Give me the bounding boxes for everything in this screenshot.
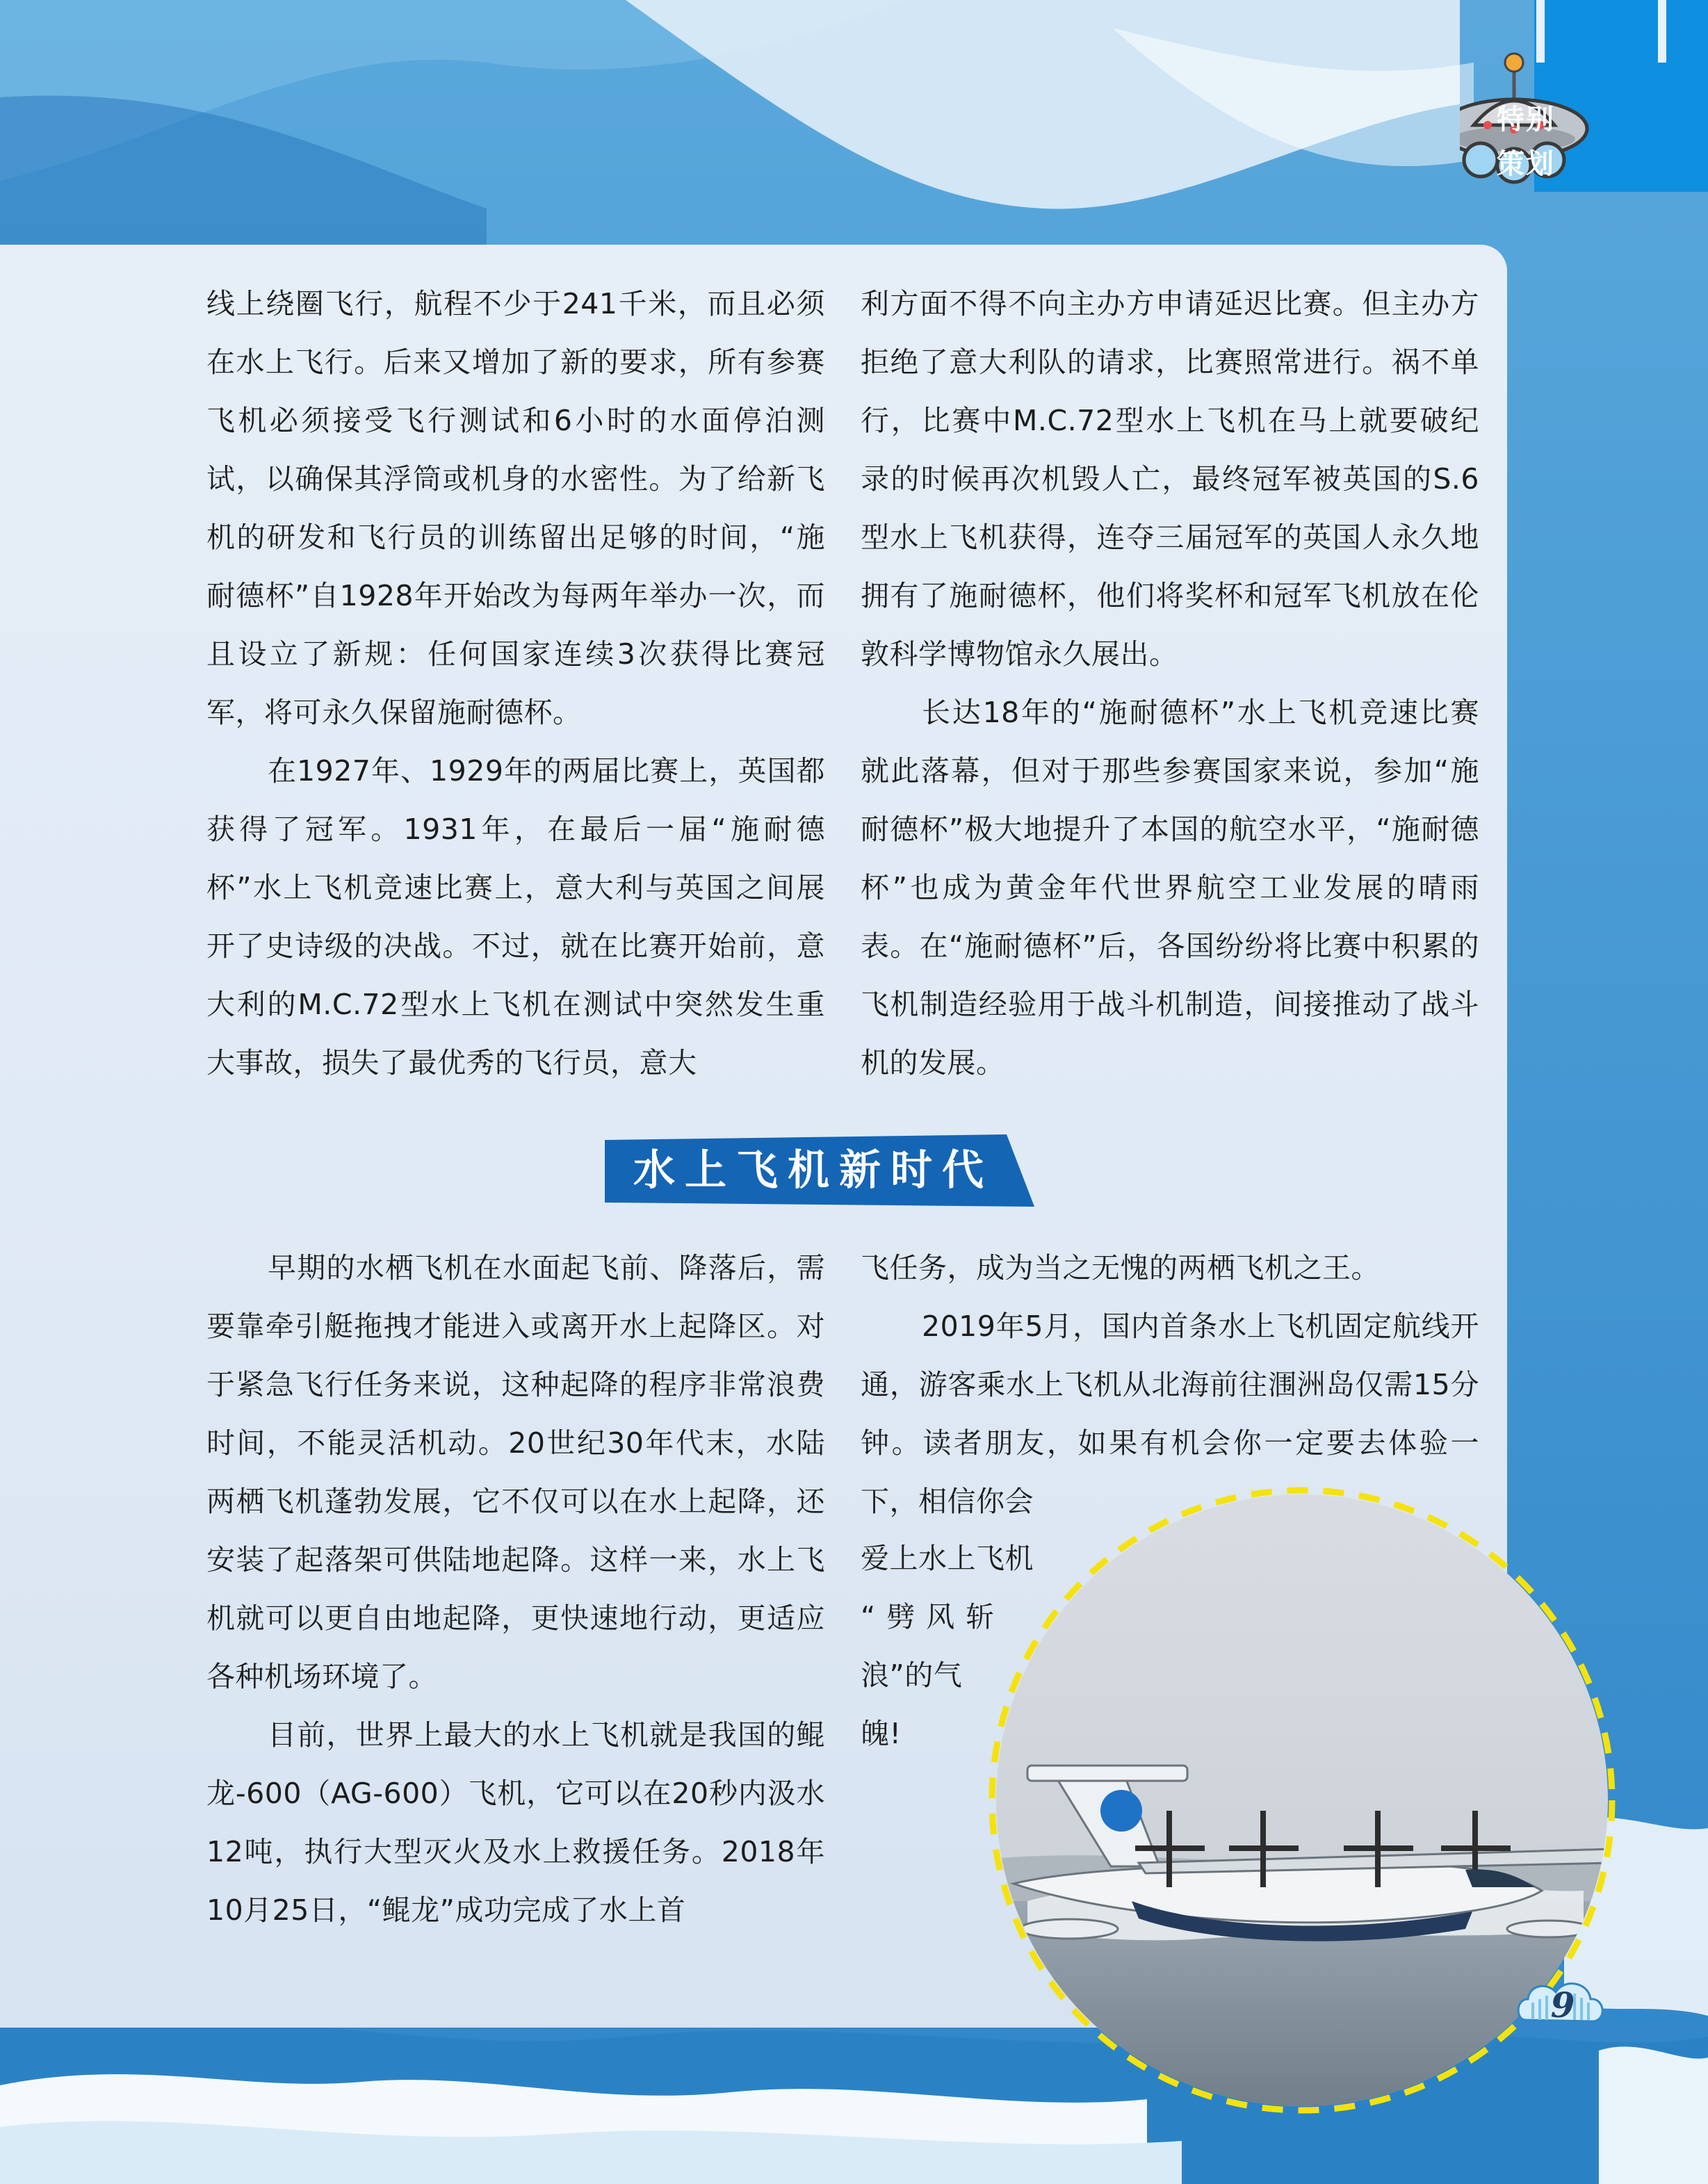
article-bottom-wrap-text: [861, 1529, 1041, 1763]
section-header: [605, 1134, 1034, 1207]
wrap-line: 爱上水上飞机: [861, 1542, 1034, 1575]
article-bottom-left-column: [206, 1239, 825, 1939]
badge-line-1: 特别: [1497, 104, 1555, 136]
paragraph: 目前，世界上最大的水上飞机就是我国的鲲龙-600（AG-600）飞机，它可以在20秒内汲水12吨，执行大型灭火及水上救援任务。2018年10月25日，“鲲龙”成功完成了水上首: [206, 1718, 825, 1927]
page-number: 9: [1550, 1985, 1575, 2026]
paragraph: 2019年5月，国内首条水上飞机固定航线开通，游客乘水上飞机从北海前往涠洲岛仅需15分钟。读者朋友，如果有机会你一定要去体验一下，相信你会: [861, 1310, 1479, 1518]
paragraph: 利方面不得不向主办方申请延迟比赛。但主办方拒绝了意大利队的请求，比赛照常进行。祸不单行，比赛中M.C.72型水上飞机在马上就要破纪录的时候再次机毁人亡，最终冠军被英国的S.6型水上飞机获得，连夺三届冠军的英国人永久地拥有了施耐德杯，他们将奖杯和冠军飞机放在伦敦科学博物馆永久展出。: [861, 287, 1479, 671]
wrap-line: 魄!: [861, 1717, 902, 1750]
article-top-right-column: [861, 275, 1479, 1092]
article-top-left-column: [206, 275, 825, 1092]
paragraph: 早期的水栖飞机在水面起飞前、降落后，需要靠牵引艇拖拽才能进入或离开水上起降区。对于紧急飞行任务来说，这种起降的程序非常浪费时间，不能灵活机动。20世纪30年代末，水陆两栖飞机蓬勃发展，它不仅可以在水上起降，还安装了起落架可供陆地起降。这样一来，水上飞机就可以更自由地起降，更快速地行动，更适应各种机场环境了。: [206, 1251, 825, 1693]
paragraph: 长达18年的“施耐德杯”水上飞机竞速比赛就此落幕，但对于那些参赛国家来说，参加“施耐德杯”极大地提升了本国的航空水平，“施耐德杯”也成为黄金年代世界航空工业发展的晴雨表。在“施耐德杯”后，各国纷纷将比赛中积累的飞机制造经验用于战斗机制造，间接推动了战斗机的发展。: [861, 696, 1479, 1079]
badge-line-2: 策划: [1497, 148, 1555, 180]
section-title: 水上飞机新时代: [633, 1146, 993, 1195]
wrap-line: “劈风斩: [861, 1600, 1006, 1633]
wrap-line: 浪”的气: [861, 1659, 963, 1692]
article-bottom-right-column: [861, 1239, 1479, 1531]
paragraph: 在1927年、1929年的两届比赛上，英国都获得了冠军。1931年，在最后一届“施耐德杯”水上飞机竞速比赛上，意大利与英国之间展开了史诗级的决战。不过，就在比赛开始前，意大利的M.C.72型水上飞机在测试中突然发生重大事故，损失了最优秀的飞行员，意大: [206, 754, 825, 1079]
paragraph: 飞任务，成为当之无愧的两栖飞机之王。: [861, 1251, 1380, 1285]
paragraph: 线上绕圈飞行，航程不少于241千米，而且必须在水上飞行。后来又增加了新的要求，所有参赛飞机必须接受飞行测试和6小时的水面停泊测试，以确保其浮筒或机身的水密性。为了给新飞机的研发和飞行员的训练留出足够的时间，“施耐德杯”自1928年开始改为每两年举办一次，而且设立了新规：任何国家连续3次获得比赛冠军，将可永久保留施耐德杯。: [206, 287, 825, 729]
